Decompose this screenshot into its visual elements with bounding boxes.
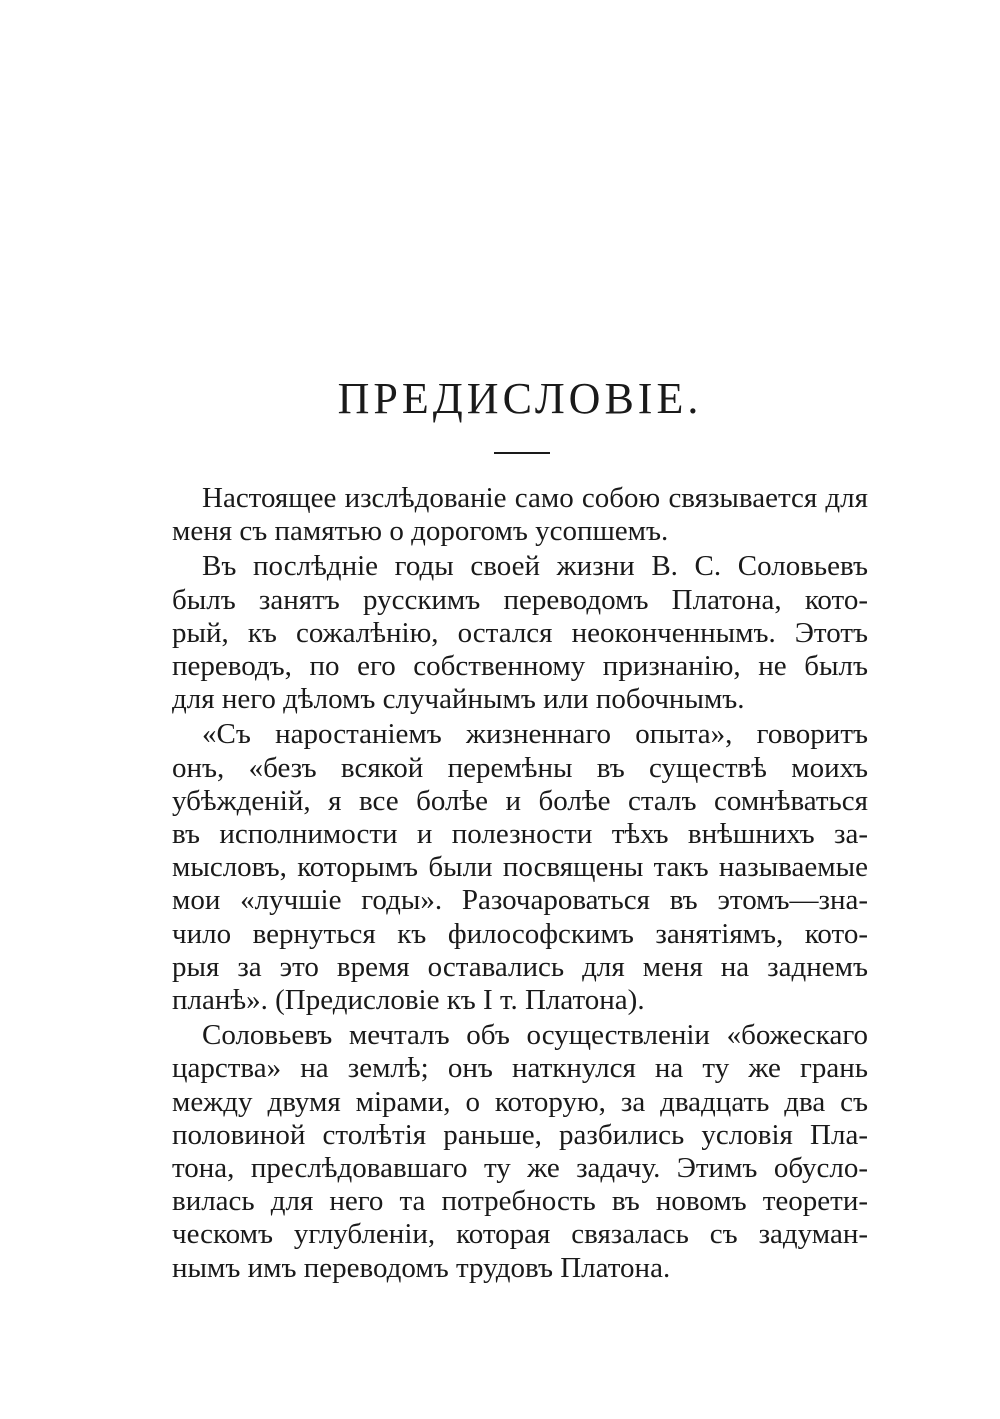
text-line: тона, преслѣдовавшаго ту же задачу. Этимъ обусло-: [172, 1152, 868, 1185]
text-line: убѣжденій, я все болѣе и болѣе сталъ сомнѣваться: [172, 784, 868, 817]
text-line: Соловьевъ мечталъ объ осуществленіи «божескаго: [202, 1019, 868, 1052]
text-line: мои «лучшіе годы». Разочароваться въ этомъ—зна-: [172, 884, 868, 917]
body-text: [172, 482, 868, 1285]
text-line: царства» на землѣ; онъ наткнулся на ту же грань: [172, 1052, 868, 1085]
text-line: Въ послѣдніе годы своей жизни В. С. Соловьевъ: [202, 550, 868, 583]
text-line: мысловъ, которымъ были посвящены такъ называемые: [172, 851, 868, 884]
paragraph-3: [172, 718, 868, 1017]
text-line: онъ, «безъ всякой перемѣны въ существѣ моихъ: [172, 751, 868, 784]
page-title: ПРЕДИСЛОВІЕ.: [337, 374, 703, 423]
text-line: ческомъ углубленіи, которая связалась съ задуман-: [172, 1218, 868, 1251]
paragraph-4: [172, 1019, 868, 1285]
text-line: Настоящее изслѣдованіе само собою связывается для: [202, 482, 868, 514]
text-line: половиной столѣтія раньше, разбились условія Пла-: [172, 1118, 868, 1151]
title-divider: [494, 452, 550, 454]
text-line: между двумя мірами, о которую, за двадцать два съ: [172, 1085, 868, 1118]
text-line: для него дѣломъ случайнымъ или побочнымъ.: [172, 683, 745, 716]
text-line: былъ занятъ русскимъ переводомъ Платона, кото-: [172, 583, 868, 616]
text-line: чило вернуться къ философскимъ занятіямъ, кото-: [172, 917, 868, 950]
text-line: вилась для него та потребность въ новомъ теорети-: [172, 1185, 868, 1218]
text-line: рый, къ сожалѣнію, остался неоконченнымъ. Этотъ: [172, 616, 868, 649]
paragraph-1: [172, 482, 868, 548]
text-line: въ исполнимости и полезности тѣхъ внѣшнихъ за-: [172, 818, 868, 851]
text-line: планѣ». (Предисловіе къ I т. Платона).: [172, 984, 645, 1017]
text-line: нымъ имъ переводомъ трудовъ Платона.: [172, 1251, 671, 1284]
text-line: рыя за это время оставались для меня на заднемъ: [172, 950, 868, 983]
paragraph-2: [172, 550, 868, 716]
text-line: переводъ, по его собственному признанію, не былъ: [172, 650, 868, 683]
text-line: меня съ памятью о дорогомъ усопшемъ.: [172, 515, 669, 548]
text-line: «Съ наростаніемъ жизненнаго опыта», говоритъ: [202, 718, 868, 751]
